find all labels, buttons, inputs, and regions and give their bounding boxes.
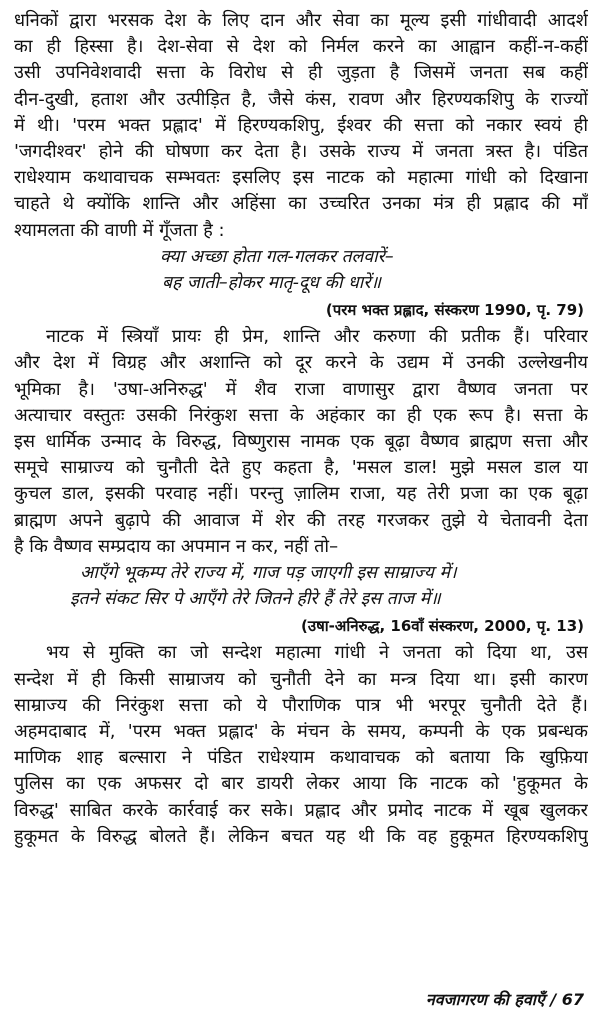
text-line: श्यामलता की वाणी में गूँजता है : [14, 219, 225, 241]
text-line: और देश में विग्रह और अशान्ति को दूर करने के उद्यम में उनकी उल्लेखनीय [14, 352, 588, 374]
text-line: है कि वैष्णव सम्प्रदाय का अपमान न कर, नहीं तो– [14, 535, 339, 557]
text-line: अहमदाबाद में, 'परम भक्त प्रह्लाद' के मंचन के समय, कम्पनी के एक प्रबन्धक [14, 721, 588, 743]
verse-quote-2 [14, 560, 588, 612]
paragraph-2 [14, 324, 588, 560]
text-line: साम्राज्य की निरंकुश सत्ता को ये पौराणिक पात्र भी भरपूर चुनौती देते हैं। [14, 694, 588, 716]
text-line: माणिक शाह बल्सारा ने पंडित राधेश्याम कथावाचक को बताया कि खुफ़िया [14, 747, 588, 769]
text-line: भूमिका है। 'उषा-अनिरुद्ध' में शैव राजा वाणासुर द्वारा वैष्णव जनता पर [14, 378, 588, 400]
text-line: दीन-दुखी, हताश और उत्पीड़ित है, जैसे कंस, रावण और हिरण्यकशिपु के राज्यों [14, 88, 588, 110]
text-line: धनिकों द्वारा भरसक देश के लिए दान और सेवा का मूल्य इसी गांधीवादी आदर्श [14, 10, 588, 31]
verse-line: बह जाती–होकर मातृ-दूध की धारें॥ [162, 273, 381, 294]
text-line: ब्राह्मण अपने बुढ़ापे की आवाज में शेर की तरह गरजकर तुझे ये चेतावनी देता [14, 509, 588, 531]
verse-line: क्या अच्छा होता गल-गलकर तलवारें– [160, 246, 394, 267]
verse-line: आएँगे भूकम्प तेरे राज्य में, गाज पड़ जाएगी इस साम्राज्य में। [80, 563, 457, 584]
text-line: अत्याचार वस्तुतः उसकी निरंकुश सत्ता के अहंकार का ही एक रूप है। सत्ता के [14, 404, 588, 426]
text-line: राधेश्याम कथावाचक सम्भवतः इसलिए इस नाटक को महात्मा गांधी को दिखाना [14, 167, 588, 189]
text-line: समूचे साम्राज्य को चुनौती देते हुए कहता है, 'मसल डाल! मुझे मसल डाल या [14, 457, 588, 479]
text-line: कुचल डाल, इसकी परवाह नहीं। परन्तु ज़ालिम राजा, यह तेरी प्रजा का एक बूढ़ा [14, 483, 588, 505]
text-line: इस धार्मिक उन्माद के विरुद्ध, विष्णुरास नामक एक बूढ़ा वैष्णव ब्राह्मण सत्ता और [14, 431, 588, 453]
citation-1: (परम भक्त प्रह्लाद, संस्करण 1990, पृ. 79) [325, 301, 584, 320]
text-line: भय से मुक्ति का जो सन्देश महात्मा गांधी ने जनता को दिया था, उस [46, 642, 588, 664]
text-line: में थी। 'परम भक्त प्रह्लाद' में हिरण्यकशिपु, ईश्वर की सत्ता को नकार स्वयं ही [14, 114, 588, 136]
paragraph-1 [14, 8, 588, 244]
text-line: सन्देश में ही किसी साम्राजय को चुनौती देने का मन्त्र दिया था। इसी कारण [14, 668, 588, 690]
text-line: 'जगदीश्वर' होने की घोषणा कर देता है। उसके राज्य में जनता त्रस्त है। पंडित [14, 141, 588, 163]
verse-quote-1 [14, 244, 588, 296]
text-line: विरुद्ध' साबित करके कार्रवाई कर सके। प्रह्लाद और प्रमोद नाटक में खूब खुलकर [14, 799, 588, 821]
text-line: हुकूमत के विरुद्ध बोलते हैं। लेकिन बचत यह थी कि वह हुकूमत हिरण्यकशिपु [14, 825, 588, 847]
page-footer: नवजागरण की हवाएँ / 67 [425, 990, 584, 1009]
text-line: चाहते थे क्योंकि शान्ति और अहिंसा का उच्चरित उनका मंत्र ही प्रह्लाद की माँ [14, 193, 588, 215]
verse-line: इतने संकट सिर पे आएँगे तेरे जितने हीरे हैं तेरे इस ताज में॥ [70, 589, 441, 610]
text-line: नाटक में स्त्रियाँ प्रायः ही प्रेम, शान्ति और करुणा की प्रतीक हैं। परिवार [46, 326, 588, 348]
text-line: उसी उपनिवेशवादी सत्ता के विरोध से ही जुड़ता है जिसमें जनता सब कहीं [14, 62, 588, 84]
text-line: पुलिस का एक अफसर दो बार डायरी लेकर आया कि नाटक को 'हुकूमत के [14, 773, 588, 795]
paragraph-3 [14, 640, 588, 850]
text-line: का ही हिस्सा है। देश-सेवा से देश को निर्मल करने का आह्वान कहीं-न-कहीं [14, 36, 588, 58]
book-page [14, 8, 588, 850]
citation-2: (उषा-अनिरुद्ध, 16वाँ संस्करण, 2000, पृ. 13) [301, 617, 584, 636]
